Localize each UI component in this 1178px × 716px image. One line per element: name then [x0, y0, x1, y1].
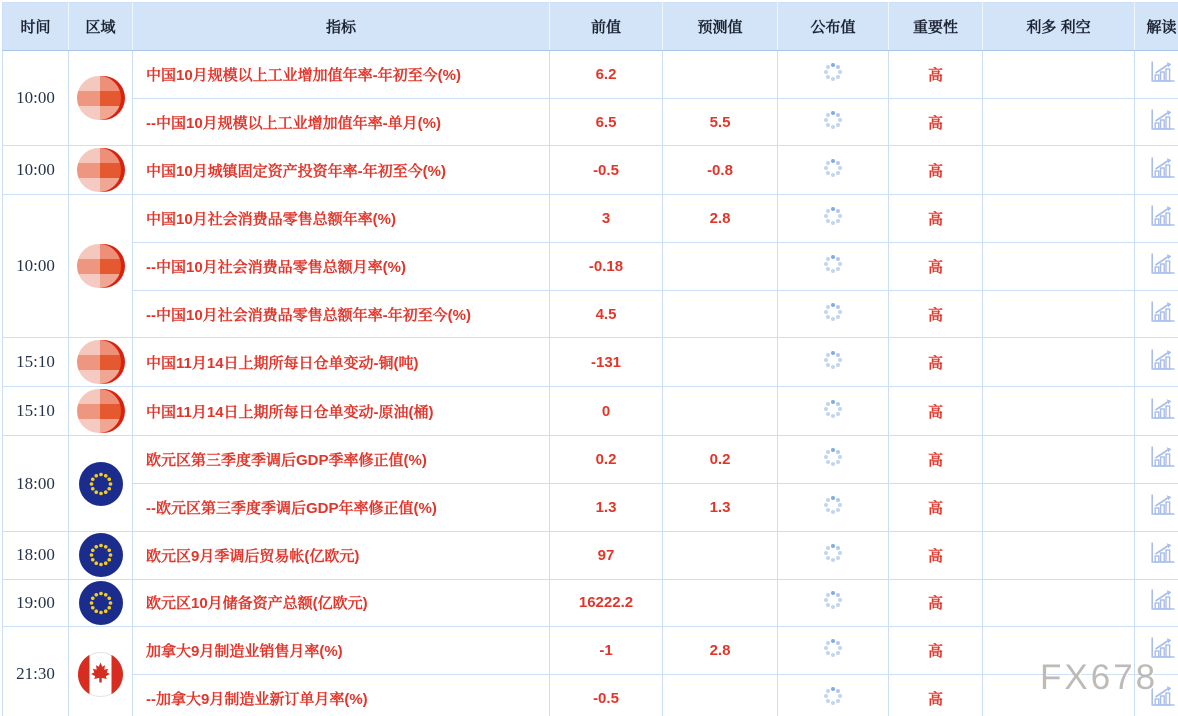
time-cell: 21:30: [3, 627, 69, 716]
bullish-bearish-cell: [983, 338, 1135, 387]
forecast-value: [663, 290, 778, 338]
region-flag-cell: [69, 436, 133, 531]
bullish-bearish-cell: [983, 484, 1135, 532]
importance-badge: 高: [889, 579, 983, 627]
actual-value-loading: [778, 98, 889, 146]
region-flag-cell: [69, 338, 133, 387]
previous-value: -1: [550, 627, 663, 675]
indicator-label: 欧元区10月储备资产总额(亿欧元): [146, 595, 368, 613]
column-header-bullish-bearish: 利多 利空: [983, 3, 1135, 51]
indicator-cell[interactable]: [133, 195, 550, 243]
indicator-cell[interactable]: [133, 98, 550, 146]
loading-spinner-icon: [831, 262, 835, 266]
analysis-chart-icon[interactable]: [1149, 252, 1175, 276]
loading-spinner-icon: [831, 407, 835, 411]
indicator-cell[interactable]: [133, 674, 550, 716]
analysis-cell[interactable]: [1135, 51, 1178, 99]
analysis-cell[interactable]: [1135, 387, 1178, 436]
actual-value-loading: [778, 195, 889, 243]
table-row: [3, 579, 1178, 627]
forecast-value: [663, 243, 778, 291]
indicator-cell[interactable]: [133, 627, 550, 675]
bullish-bearish-cell: [983, 146, 1135, 195]
previous-value: -0.18: [550, 243, 663, 291]
table-row: [3, 146, 1178, 195]
previous-value: 6.2: [550, 51, 663, 99]
eu-flag-icon: [78, 532, 124, 578]
analysis-chart-icon[interactable]: [1149, 397, 1175, 421]
table-row: [3, 243, 1178, 291]
analysis-chart-icon[interactable]: [1149, 636, 1175, 660]
actual-value-loading: [778, 290, 889, 338]
eu-flag-icon: [78, 580, 124, 626]
table-row: [3, 195, 1178, 243]
forecast-value: 1.3: [663, 484, 778, 532]
bullish-bearish-cell: [983, 436, 1135, 484]
actual-value-loading: [778, 579, 889, 627]
bullish-bearish-cell: [983, 674, 1135, 716]
loading-spinner-icon: [831, 598, 835, 602]
analysis-chart-icon[interactable]: [1149, 60, 1175, 84]
column-header-actual: 公布值: [778, 3, 889, 51]
region-flag-cell: [69, 195, 133, 338]
table-row: [3, 338, 1178, 387]
previous-value: -0.5: [550, 674, 663, 716]
actual-value-loading: [778, 627, 889, 675]
bullish-bearish-cell: [983, 387, 1135, 436]
analysis-cell[interactable]: [1135, 484, 1178, 532]
forecast-value: 2.8: [663, 627, 778, 675]
fx678-watermark: FX678: [1040, 658, 1159, 697]
time-cell: 10:00: [3, 146, 69, 195]
table-row: [3, 387, 1178, 436]
bullish-bearish-cell: [983, 627, 1135, 675]
region-flag-cell: [69, 146, 133, 195]
importance-badge: 高: [889, 290, 983, 338]
indicator-cell[interactable]: [133, 579, 550, 627]
actual-value-loading: [778, 531, 889, 579]
importance-badge: 高: [889, 338, 983, 387]
column-header-region: 区域: [69, 3, 133, 51]
indicator-label: 中国10月社会消费品零售总额年率(%): [146, 211, 397, 229]
indicator-label: 中国10月规模以上工业增加值年率-年初至今(%): [146, 66, 462, 84]
indicator-label: 加拿大9月制造业销售月率(%): [146, 643, 343, 661]
forecast-value: 2.8: [663, 195, 778, 243]
previous-value: 97: [550, 531, 663, 579]
indicator-cell[interactable]: [133, 51, 550, 99]
header-row: [3, 3, 1178, 51]
time-cell: 10:00: [3, 51, 69, 146]
importance-badge: 高: [889, 195, 983, 243]
analysis-cell[interactable]: [1135, 436, 1178, 484]
bullish-bearish-cell: [983, 579, 1135, 627]
analysis-cell[interactable]: [1135, 195, 1178, 243]
table-row: [3, 98, 1178, 146]
region-flag-cell: [69, 531, 133, 579]
column-header-importance: 重要性: [889, 3, 983, 51]
indicator-label: --中国10月社会消费品零售总额月率(%): [146, 258, 407, 276]
time-cell: 15:10: [3, 387, 69, 436]
importance-badge: 高: [889, 674, 983, 716]
previous-value: 3: [550, 195, 663, 243]
importance-badge: 高: [889, 436, 983, 484]
loading-spinner-icon: [831, 214, 835, 218]
indicator-cell[interactable]: [133, 338, 550, 387]
loading-spinner-icon: [831, 503, 835, 507]
forecast-value: -0.8: [663, 146, 778, 195]
china-flag-icon: [76, 387, 126, 435]
loading-spinner-icon: [831, 646, 835, 650]
importance-badge: 高: [889, 484, 983, 532]
analysis-chart-icon[interactable]: [1149, 348, 1175, 372]
canada-flag-icon: [77, 651, 124, 698]
actual-value-loading: [778, 338, 889, 387]
indicator-label: --加拿大9月制造业新订单月率(%): [146, 690, 368, 708]
loading-spinner-icon: [831, 694, 835, 698]
analysis-cell[interactable]: [1135, 674, 1178, 716]
actual-value-loading: [778, 674, 889, 716]
forecast-value: [663, 51, 778, 99]
indicator-label: 中国11月14日上期所每日仓单变动-原油(桶): [146, 403, 434, 421]
forecast-value: [663, 387, 778, 436]
loading-spinner-icon: [831, 118, 835, 122]
actual-value-loading: [778, 51, 889, 99]
forecast-value: [663, 579, 778, 627]
china-flag-icon: [76, 242, 126, 290]
china-flag-icon: [76, 146, 126, 194]
analysis-chart-icon[interactable]: [1149, 588, 1175, 612]
column-header-forecast: 预测值: [663, 3, 778, 51]
bullish-bearish-cell: [983, 195, 1135, 243]
column-header-previous: 前值: [550, 3, 663, 51]
time-cell: 19:00: [3, 579, 69, 627]
bullish-bearish-cell: [983, 531, 1135, 579]
indicator-cell[interactable]: [133, 387, 550, 436]
eu-flag-icon: [78, 461, 124, 507]
loading-spinner-icon: [831, 551, 835, 555]
analysis-chart-icon[interactable]: [1149, 204, 1175, 228]
previous-value: 1.3: [550, 484, 663, 532]
table-row: [3, 674, 1178, 716]
importance-badge: 高: [889, 146, 983, 195]
analysis-chart-icon[interactable]: [1149, 108, 1175, 132]
analysis-cell[interactable]: [1135, 579, 1178, 627]
indicator-label: 欧元区9月季调后贸易帐(亿欧元): [146, 547, 360, 565]
previous-value: 0: [550, 387, 663, 436]
actual-value-loading: [778, 484, 889, 532]
indicator-cell[interactable]: [133, 484, 550, 532]
time-cell: 15:10: [3, 338, 69, 387]
indicator-cell[interactable]: [133, 146, 550, 195]
table-row: [3, 484, 1178, 532]
actual-value-loading: [778, 146, 889, 195]
indicator-cell[interactable]: [133, 436, 550, 484]
loading-spinner-icon: [831, 358, 835, 362]
region-flag-cell: [69, 579, 133, 627]
analysis-cell[interactable]: [1135, 531, 1178, 579]
china-flag-icon: [76, 74, 126, 122]
importance-badge: 高: [889, 531, 983, 579]
loading-spinner-icon: [831, 166, 835, 170]
previous-value: 0.2: [550, 436, 663, 484]
indicator-cell[interactable]: [133, 290, 550, 338]
indicator-label: 中国10月城镇固定资产投资年率-年初至今(%): [146, 162, 447, 180]
bullish-bearish-cell: [983, 243, 1135, 291]
analysis-chart-icon[interactable]: [1149, 300, 1175, 324]
loading-spinner-icon: [831, 310, 835, 314]
china-flag-icon: [76, 338, 126, 386]
economic-calendar-table: [2, 2, 1178, 716]
forecast-value: 0.2: [663, 436, 778, 484]
previous-value: -131: [550, 338, 663, 387]
actual-value-loading: [778, 243, 889, 291]
time-cell: 18:00: [3, 436, 69, 531]
indicator-cell[interactable]: [133, 243, 550, 291]
time-cell: 10:00: [3, 195, 69, 338]
loading-spinner-icon: [831, 70, 835, 74]
indicator-label: 中国11月14日上期所每日仓单变动-铜(吨): [146, 354, 419, 372]
table-row: [3, 627, 1178, 675]
region-flag-cell: [69, 627, 133, 716]
indicator-label: --中国10月社会消费品零售总额年率-年初至今(%): [146, 306, 471, 324]
table-row: [3, 436, 1178, 484]
analysis-chart-icon[interactable]: [1149, 445, 1175, 469]
column-header-indicator: 指标: [133, 3, 550, 51]
previous-value: 6.5: [550, 98, 663, 146]
importance-badge: 高: [889, 51, 983, 99]
analysis-cell[interactable]: [1135, 146, 1178, 195]
column-header-time: 时间: [3, 3, 69, 51]
analysis-cell[interactable]: [1135, 627, 1178, 675]
indicator-label: --中国10月规模以上工业增加值年率-单月(%): [146, 114, 441, 132]
previous-value: -0.5: [550, 146, 663, 195]
analysis-chart-icon[interactable]: [1149, 156, 1175, 180]
region-flag-cell: [69, 387, 133, 436]
analysis-chart-icon[interactable]: [1149, 684, 1175, 708]
previous-value: 4.5: [550, 290, 663, 338]
time-cell: 18:00: [3, 531, 69, 579]
forecast-value: 5.5: [663, 98, 778, 146]
previous-value: 16222.2: [550, 579, 663, 627]
bullish-bearish-cell: [983, 51, 1135, 99]
analysis-chart-icon[interactable]: [1149, 541, 1175, 565]
actual-value-loading: [778, 387, 889, 436]
forecast-value: [663, 338, 778, 387]
actual-value-loading: [778, 436, 889, 484]
importance-badge: 高: [889, 98, 983, 146]
column-header-analysis: 解读: [1135, 3, 1178, 51]
analysis-cell[interactable]: [1135, 98, 1178, 146]
analysis-chart-icon[interactable]: [1149, 493, 1175, 517]
importance-badge: 高: [889, 627, 983, 675]
analysis-cell[interactable]: [1135, 290, 1178, 338]
table-row: [3, 51, 1178, 99]
indicator-label: 欧元区第三季度季调后GDP季率修正值(%): [146, 452, 427, 470]
bullish-bearish-cell: [983, 98, 1135, 146]
loading-spinner-icon: [831, 455, 835, 459]
bullish-bearish-cell: [983, 290, 1135, 338]
analysis-cell[interactable]: [1135, 338, 1178, 387]
region-flag-cell: [69, 51, 133, 146]
importance-badge: 高: [889, 243, 983, 291]
forecast-value: [663, 531, 778, 579]
forecast-value: [663, 674, 778, 716]
table-row: [3, 531, 1178, 579]
indicator-cell[interactable]: [133, 531, 550, 579]
table-row: [3, 290, 1178, 338]
analysis-cell[interactable]: [1135, 243, 1178, 291]
importance-badge: 高: [889, 387, 983, 436]
indicator-label: --欧元区第三季度季调后GDP年率修正值(%): [146, 499, 437, 517]
